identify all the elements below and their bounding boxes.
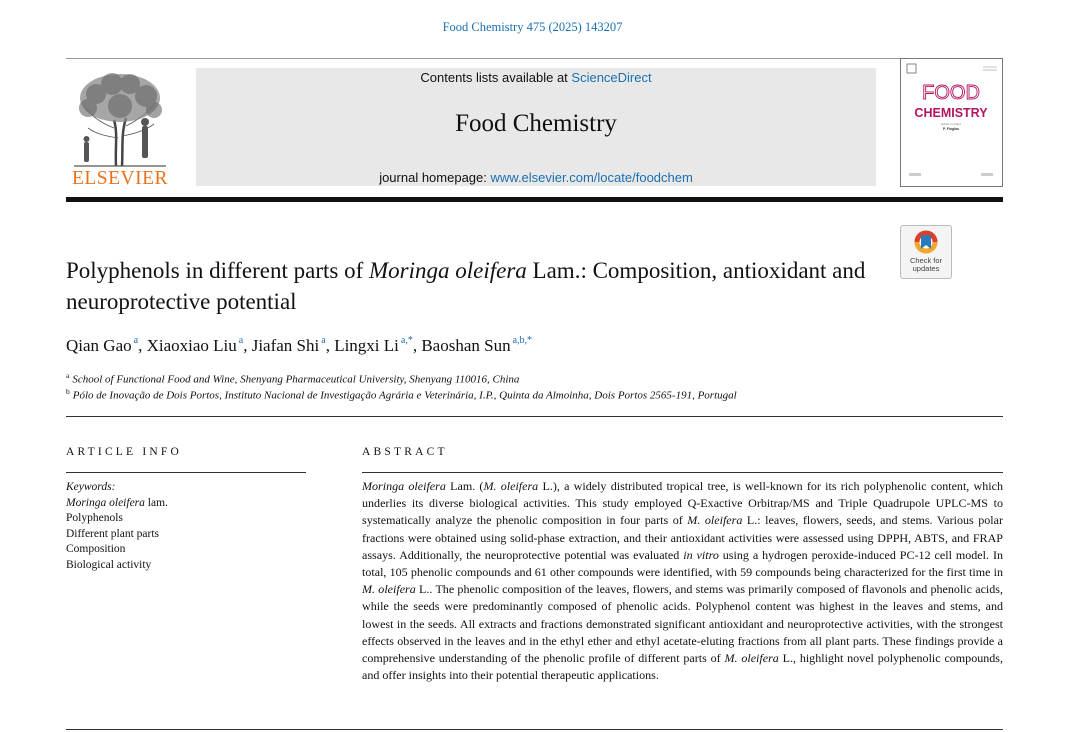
- author-affiliation-mark[interactable]: a,b,*: [512, 335, 533, 346]
- author-name[interactable]: Lingxi Li: [334, 336, 399, 355]
- cover-title-chemistry: CHEMISTRY: [914, 106, 988, 120]
- cover-editor-name: P. Finglas: [942, 127, 960, 131]
- section-divider: [66, 416, 1003, 417]
- keywords-list: [66, 480, 168, 573]
- author-name[interactable]: Baoshan Sun: [421, 336, 511, 355]
- keyword-item: Polyphenols: [66, 512, 123, 524]
- header-rule: [66, 58, 1003, 59]
- check-updates-icon: [901, 226, 951, 258]
- contents-line: Contents lists available at ScienceDirect: [420, 70, 652, 85]
- author-list: Qian Gao $^a$, Xiaoxiao Liu $^a$, Jiafan Shi $^a$, Lingxi Li $^{a,*}$, Baoshan Sun $^{a,b,*}$: [66, 335, 533, 355]
- keyword-item: Biological activity: [66, 558, 152, 571]
- paper-title: Polyphenols in different parts of Moringa oleifera Lam.: Composition, antioxidant and neuroprotective potential: [66, 258, 866, 314]
- homepage-line: journal homepage: www.elsevier.com/locate/foodchem: [379, 170, 693, 185]
- abstract-heading: ABSTRACT: [362, 446, 448, 458]
- bottom-rule: [66, 729, 1003, 730]
- sciencedirect-link[interactable]: ScienceDirect: [571, 70, 652, 85]
- author-affiliation-mark[interactable]: a: [238, 335, 244, 346]
- journal-homepage-link[interactable]: www.elsevier.com/locate/foodchem: [490, 170, 693, 185]
- author-affiliation-mark[interactable]: a: [133, 335, 139, 346]
- article-info-heading: ARTICLE INFO: [66, 446, 182, 458]
- header-thick-rule: [66, 197, 1003, 202]
- journal-cover[interactable]: [900, 58, 1003, 187]
- journal-citation[interactable]: Food Chemistry 475 (2025) 143207: [442, 20, 623, 34]
- article-info-rule: [66, 472, 306, 473]
- author-affiliation-mark[interactable]: a: [321, 335, 326, 346]
- keyword-item: Moringa oleifera lam.: [66, 496, 168, 509]
- affiliation-a: $^a$ School of Functional Food and Wine, Shenyang Pharmaceutical University, Shenyang 110016, China: [66, 371, 520, 386]
- author-affiliation-mark[interactable]: a,*: [400, 335, 413, 346]
- author-name[interactable]: Qian Gao: [66, 336, 132, 355]
- check-for-updates-button[interactable]: [900, 225, 952, 279]
- journal-title: Food Chemistry: [455, 110, 617, 137]
- author-name[interactable]: Jiafan Shi: [251, 336, 320, 355]
- affiliation-b: $^b$ Pólo de Inovação de Dois Portos, Instituto Nacional de Investigação Agrária e Veterinária, I.P., Quinta da Almoinha, Dois Portos 2565-191, Portugal: [66, 387, 737, 402]
- cover-editor-label: Editor-in-Chief: [941, 122, 961, 126]
- keywords-label: Keywords:: [66, 481, 116, 493]
- keyword-item: Different plant parts: [66, 527, 160, 540]
- cover-art: [901, 59, 1002, 186]
- author-name[interactable]: Xiaoxiao Liu: [146, 336, 237, 355]
- keyword-item: Composition: [66, 543, 126, 555]
- check-updates-label: Check for updates: [909, 256, 943, 273]
- abstract-rule: [362, 472, 1003, 473]
- abstract-text: Moringa oleifera Lam. (M. oleifera L.), a widely distributed tropical tree, is well-known for its rich polyphenolic content, which underlies its diverse biological activities. This study employed Q-Exactive Orbitrap/MS and Triple Quadrupole UPLC-MS to systematically analyze the phenolic composition in four parts of M. oleifera L.: leaves, flowers, seeds, and stems. Various polar fractions were obtained using solid-phase extraction, and their antioxidant activities were assessed using DPPH, ABTS, and FRAP assays. Additionally, the neuroprotective potential was evaluated in vitro using a hydrogen peroxide-induced PC-12 cell model. In total, 105 phenolic compounds and 61 other compounds were identified, with 59 compounds being characterized for the first time in M. oleifera L.. The phenolic composition of the leaves, flowers, and stems was primarily composed of flavonols and phenolic acids, while the seeds were predominantly composed of phenolic acids. Polyphenol content was highest in the leaves and stems, and lowest in the seeds. All extracts and fractions demonstrated significant antioxidant and neuroprotective activities, with the strongest effects observed in the leaves and in the ethyl ether and ethyl acetate-eluting fractions from all plant parts. These findings provide a comprehensive understanding of the phenolic profile of different parts of M. oleifera L., highlight novel polyphenolic compounds, and offer insights into their potential therapeutic applications.: [362, 479, 1003, 683]
- elsevier-wordmark[interactable]: ELSEVIER: [71, 168, 169, 189]
- cover-title-food: FOOD: [922, 82, 980, 104]
